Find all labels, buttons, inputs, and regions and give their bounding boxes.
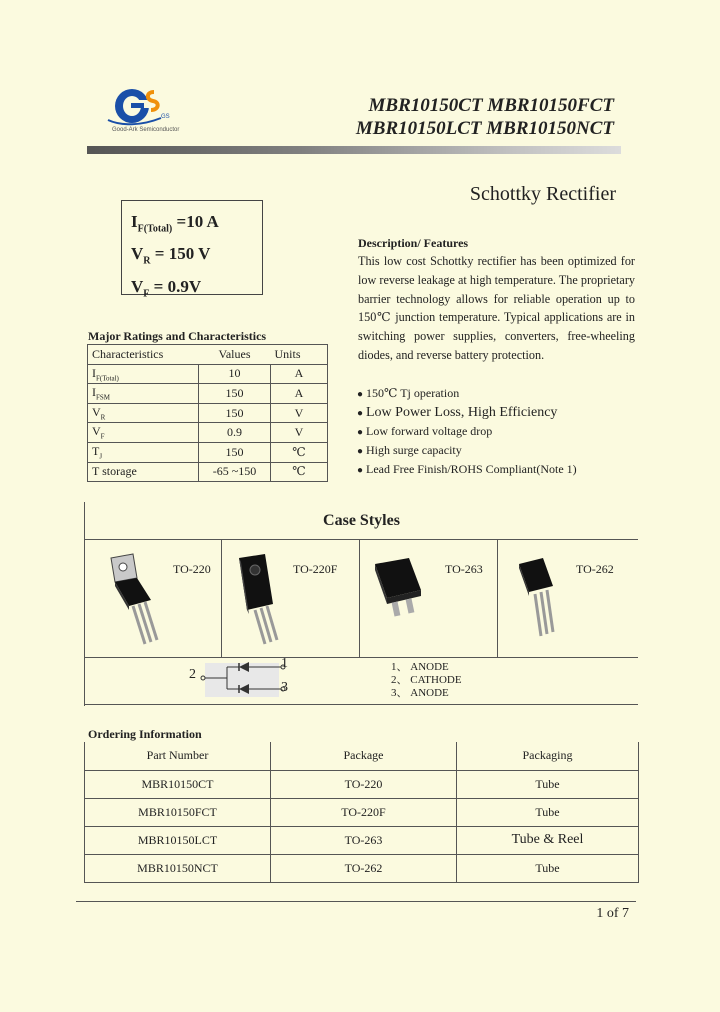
bullet-icon: ●	[357, 389, 364, 400]
pin-number-1: 1	[281, 656, 288, 671]
list-item: ● Low forward voltage drop	[357, 422, 577, 441]
bullet-icon: ●	[357, 465, 364, 476]
table-row: $I_{F(Total)}$ 10 A	[88, 364, 328, 384]
list-item: ● High surge capacity	[357, 441, 577, 460]
package-label-to220f: TO-220F	[293, 562, 338, 576]
case-styles-panel	[84, 502, 637, 706]
feature-list	[357, 384, 577, 479]
table-row: MBR10150CT TO-220 Tube	[85, 770, 639, 798]
pin-number-2: 2	[189, 667, 196, 682]
ratings-table	[87, 344, 328, 482]
bullet-icon: ●	[357, 446, 364, 457]
table-row: T storage -65 ~150 ℃	[88, 462, 328, 482]
to262-package-icon	[513, 554, 573, 644]
logo-caption: Good-Ark Semiconductor	[112, 127, 180, 133]
table-row: $V_R$ 150 V	[88, 403, 328, 423]
footer-divider	[76, 901, 636, 902]
table-row: $V_F$ 0.9 V	[88, 423, 328, 443]
ordering-heading: Ordering Information	[88, 727, 202, 741]
list-item: ● Low Power Loss, High Efficiency	[357, 403, 577, 422]
product-type-title: Schottky Rectifier	[469, 183, 616, 205]
table-row: $T_J$ 150 ℃	[88, 442, 328, 462]
table-row: MBR10150LCT TO-263 Tube & Reel	[85, 826, 639, 854]
ordering-table	[84, 742, 639, 883]
table-row: $I_{FSM}$ 150 A	[88, 384, 328, 404]
document-title-line-2: MBR10150LCT MBR10150NCT	[355, 118, 614, 139]
package-label-to220: TO-220	[173, 562, 211, 576]
list-item: ● 150℃ Tj operation	[357, 384, 577, 403]
page-number: 1 of 7	[596, 906, 629, 921]
header-divider-bar	[87, 146, 621, 154]
description-body: This low cost Schottky rectifier has been optimized for low reverse leakage at high temperature. The proprietary barrier technology allows for reliable operation up to 150℃ junction temperature. Typical applications are in switching power supplies, converters, free-wheeling diodes, and reverse battery protection.	[358, 254, 635, 362]
bullet-icon: ●	[357, 427, 364, 438]
table-row: MBR10150FCT TO-220F Tube	[85, 798, 639, 826]
key-specs-box	[121, 200, 263, 300]
to263-package-icon	[369, 554, 439, 634]
package-label-to263: TO-263	[445, 562, 483, 576]
svg-text:GS: GS	[161, 114, 170, 120]
spec-vr: $V_R = 150$ V	[131, 244, 211, 267]
ratings-header-row: Characteristics Values Units	[88, 345, 328, 365]
bullet-icon: ●	[357, 408, 364, 419]
table-row: MBR10150NCT TO-262 Tube	[85, 854, 639, 882]
spec-vf: $V_F = 0.9V$	[131, 276, 202, 300]
pin-number-3: 3	[281, 680, 288, 695]
case-styles-title: Case Styles	[323, 512, 400, 529]
pin-legend: 1、 ANODE 2、 CATHODE 3、 ANODE	[391, 661, 462, 699]
ordering-header-row: Part Number Package Packaging	[85, 742, 639, 770]
description-heading: Description/ Features	[358, 236, 469, 250]
list-item: ● Lead Free Finish/ROHS Compliant(Note 1)	[357, 460, 577, 479]
to220-package-icon	[103, 552, 173, 652]
package-label-to262: TO-262	[576, 562, 614, 576]
dual-diode-schematic-icon	[191, 659, 291, 699]
ratings-heading: Major Ratings and Characteristics	[88, 329, 267, 343]
spec-if: $I_{F(Total)} =10$ A	[131, 212, 219, 235]
document-title-line-1: MBR10150CT MBR10150FCT	[368, 95, 614, 116]
